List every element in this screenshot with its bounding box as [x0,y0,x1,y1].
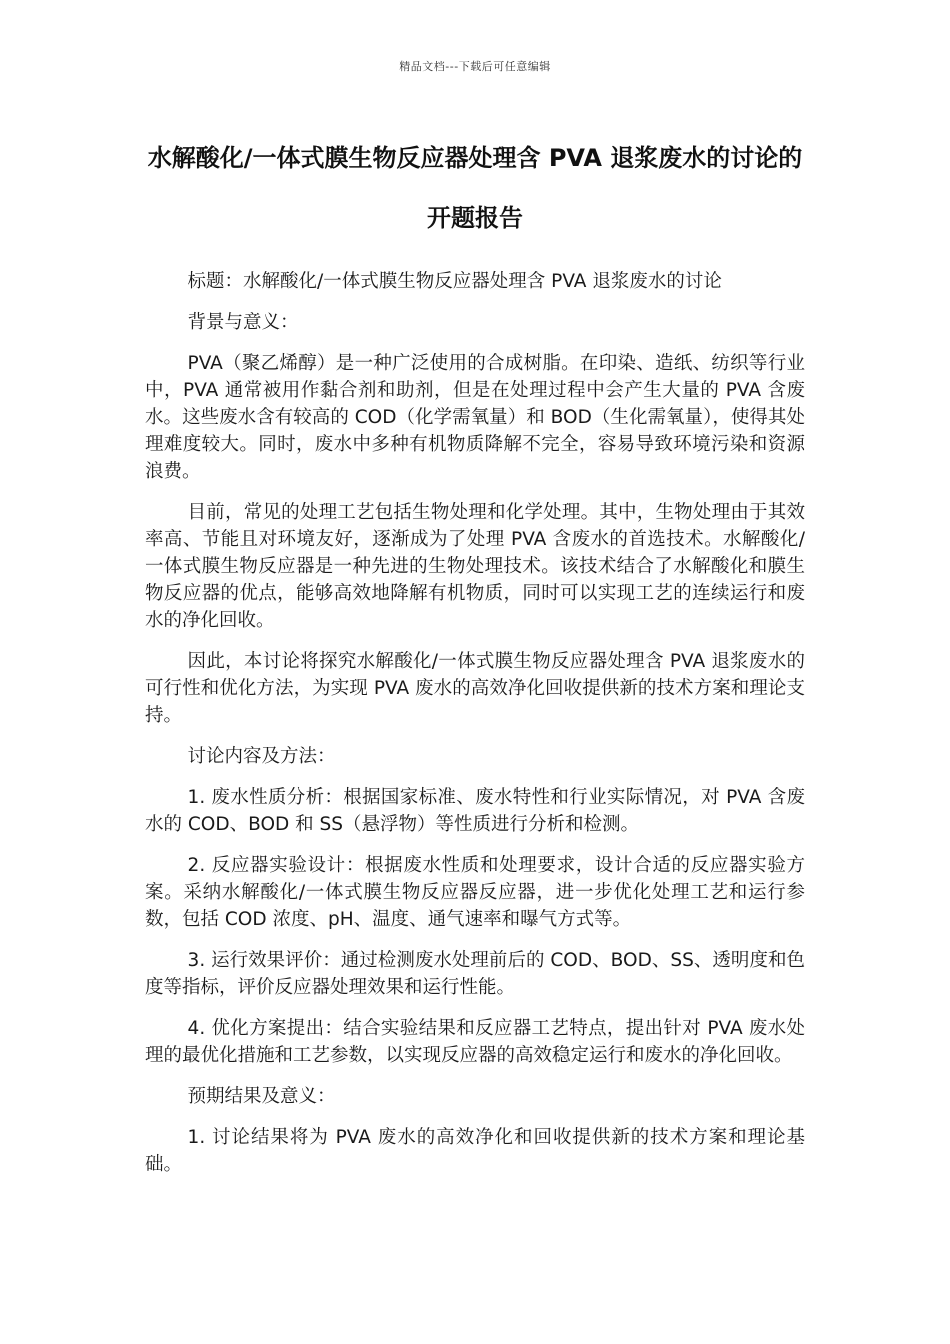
list-item-methods-4: 4. 优化方案提出：结合实验结果和反应器工艺特点，提出针对 PVA 废水处理的最优化措施和工艺参数，以实现反应器的高效稳定运行和废水的净化回收。 [145,1018,805,1066]
paragraph-background-purpose: 因此，本讨论将探究水解酸化/一体式膜生物反应器处理含 PVA 退浆废水的可行性和优化方法，为实现 PVA 废水的高效净化回收提供新的技术方案和理论支持。 [145,651,805,726]
section-heading-expected: 预期结果及意义： [187,1086,336,1107]
list-item-methods-3: 3. 运行效果评价：通过检测废水处理前后的 COD、BOD、SS、透明度和色度等指标，评价反应器处理效果和运行性能。 [145,950,805,998]
paragraph-background-pva: PVA（聚乙烯醇）是一种广泛使用的合成树脂。在印染、造纸、纺织等行业中，PVA 通常被用作黏合剂和助剂，但是在处理过程中会产生大量的 PVA 含废水。这些废水含有较高的 COD（化学需氧量）和 BOD（生化需氧量），使得其处理难度较大。同时，废水中多种有机物质降解不完全，容易导致环境污染和资源浪费。 [145,353,805,482]
list-item-methods-2: 2. 反应器实验设计：根据废水性质和处理要求，设计合适的反应器实验方案。采纳水解酸化/一体式膜生物反应器反应器，进一步优化处理工艺和运行参数，包括 COD 浓度、pH、温度、通气速率和曝气方式等。 [145,855,805,930]
list-item-expected-1: 1. 讨论结果将为 PVA 废水的高效净化和回收提供新的技术方案和理论基础。 [145,1127,805,1175]
section-heading-methods: 讨论内容及方法： [187,746,336,767]
paragraph-background-processes: 目前，常见的处理工艺包括生物处理和化学处理。其中，生物处理由于其效率高、节能且对环境友好，逐渐成为了处理 PVA 含废水的首选技术。水解酸化/一体式膜生物反应器是一种先进的生物处理技术。该技术结合了水解酸化和膜生物反应器的优点，能够高效地降解有机物质，同时可以实现工艺的连续运行和废水的净化回收。 [145,502,805,631]
section-heading-background: 背景与意义： [187,312,299,333]
paragraph-title-line: 标题：水解酸化/一体式膜生物反应器处理含 PVA 退浆废水的讨论 [187,271,722,292]
header-note: 精品文档---下载后可任意编辑 [399,60,551,73]
document-body [145,268,805,1192]
document-title: 水解酸化/一体式膜生物反应器处理含 PVA 退浆废水的讨论的开题报告 [147,144,803,232]
list-item-methods-1: 1. 废水性质分析：根据国家标准、废水特性和行业实际情况，对 PVA 含废水的 COD、BOD 和 SS（悬浮物）等性质进行分析和检测。 [145,787,805,835]
